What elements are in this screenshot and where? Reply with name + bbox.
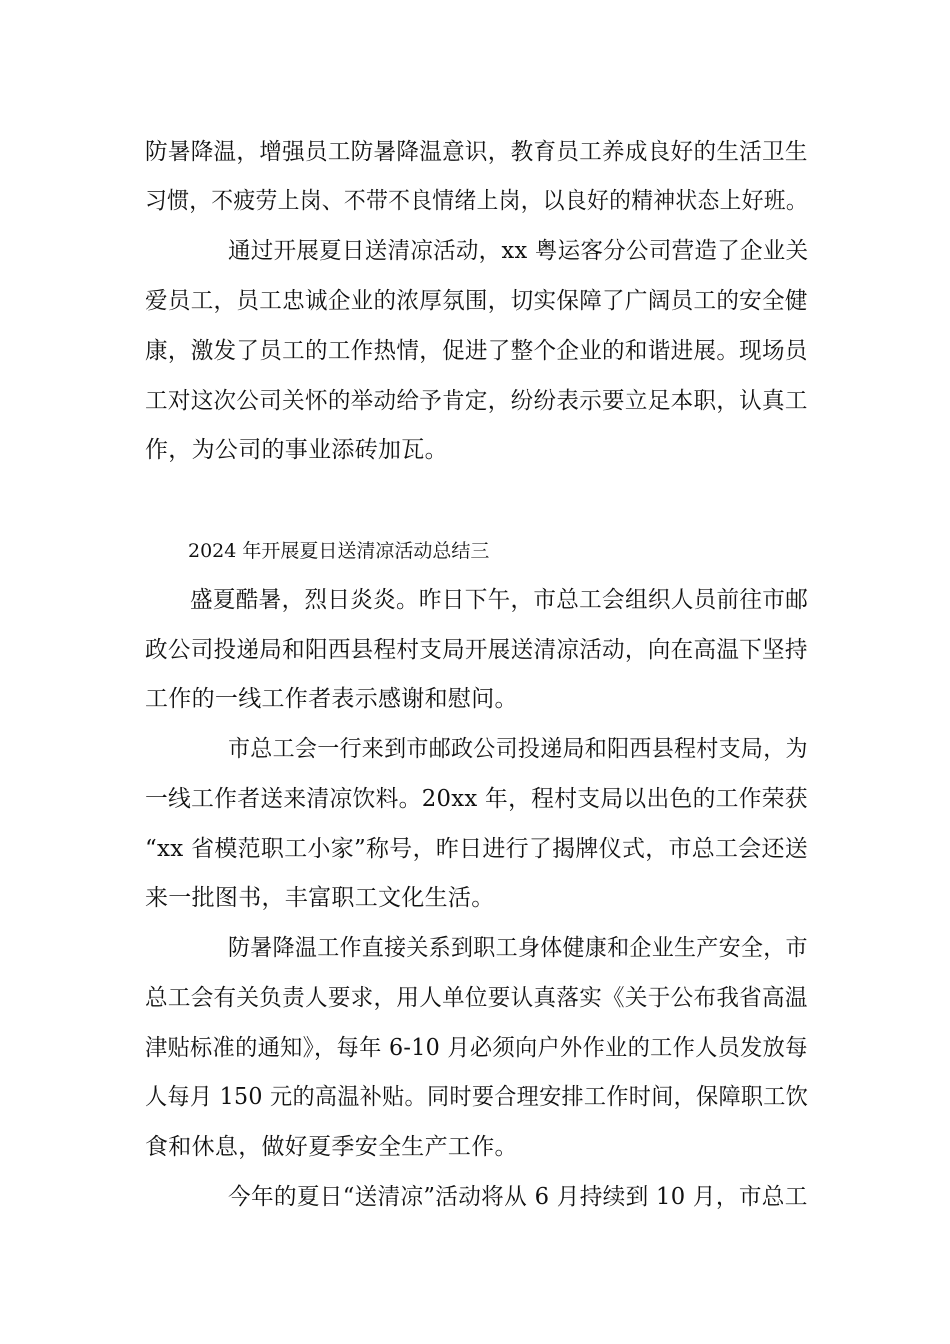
paragraph-5-line-1: 防暑降温工作直接关系到职工身体健康和企业生产安全，市 <box>228 935 808 961</box>
paragraph-4-line-3: “xx 省模范职工小家”称号，昨日进行了揭牌仪式，市总工会还送 <box>145 836 809 862</box>
paragraph-1-line-2: 习惯，不疲劳上岗、不带不良情绪上岗，以良好的精神状态上好班。 <box>145 188 809 214</box>
section-title: 2024 年开展夏日送清凉活动总结三 <box>188 540 490 562</box>
paragraph-4-line-1: 市总工会一行来到市邮政公司投递局和阳西县程村支局，为 <box>228 736 808 762</box>
paragraph-2-line-1: 通过开展夏日送清凉活动，xx 粤运客分公司营造了企业关 <box>228 238 809 264</box>
paragraph-2-line-2: 爱员工，员工忠诚企业的浓厚氛围，切实保障了广阔员工的安全健 <box>145 288 808 314</box>
paragraph-2-line-3: 康，激发了员工的工作热情，促进了整个企业的和谐进展。现场员 <box>145 338 808 364</box>
paragraph-4-line-4: 来一批图书，丰富职工文化生活。 <box>145 885 495 911</box>
paragraph-3-line-2: 政公司投递局和阳西县程村支局开展送清凉活动，向在高温下坚持 <box>145 637 808 663</box>
paragraph-1-line-1: 防暑降温，增强员工防暑降温意识，教育员工养成良好的生活卫生 <box>145 139 808 165</box>
paragraph-6-line-1: 今年的夏日“送清凉”活动将从 6 月持续到 10 月，市总工 <box>228 1184 808 1210</box>
paragraph-5-line-5: 食和休息，做好夏季安全生产工作。 <box>145 1134 518 1160</box>
paragraph-5-line-3: 津贴标准的通知》，每年 6-10 月必须向户外作业的工作人员发放每 <box>145 1035 808 1061</box>
paragraph-5-line-4: 人每月 150 元的高温补贴。同时要合理安排工作时间，保障职工饮 <box>145 1084 809 1110</box>
paragraph-3-line-1: 盛夏酷暑，烈日炎炎。昨日下午，市总工会组织人员前往市邮 <box>190 587 809 613</box>
paragraph-2-line-4: 工对这次公司关怀的举动给予肯定，纷纷表示要立足本职，认真工 <box>145 388 808 414</box>
paragraph-2-line-5: 作，为公司的事业添砖加瓦。 <box>145 437 448 463</box>
paragraph-3-line-3: 工作的一线工作者表示感谢和慰问。 <box>145 686 518 712</box>
paragraph-5-line-2: 总工会有关负责人要求，用人单位要认真落实《关于公布我省高温 <box>145 985 808 1011</box>
paragraph-4-line-2: 一线工作者送来清凉饮料。20xx 年，程村支局以出色的工作荣获 <box>145 786 808 812</box>
